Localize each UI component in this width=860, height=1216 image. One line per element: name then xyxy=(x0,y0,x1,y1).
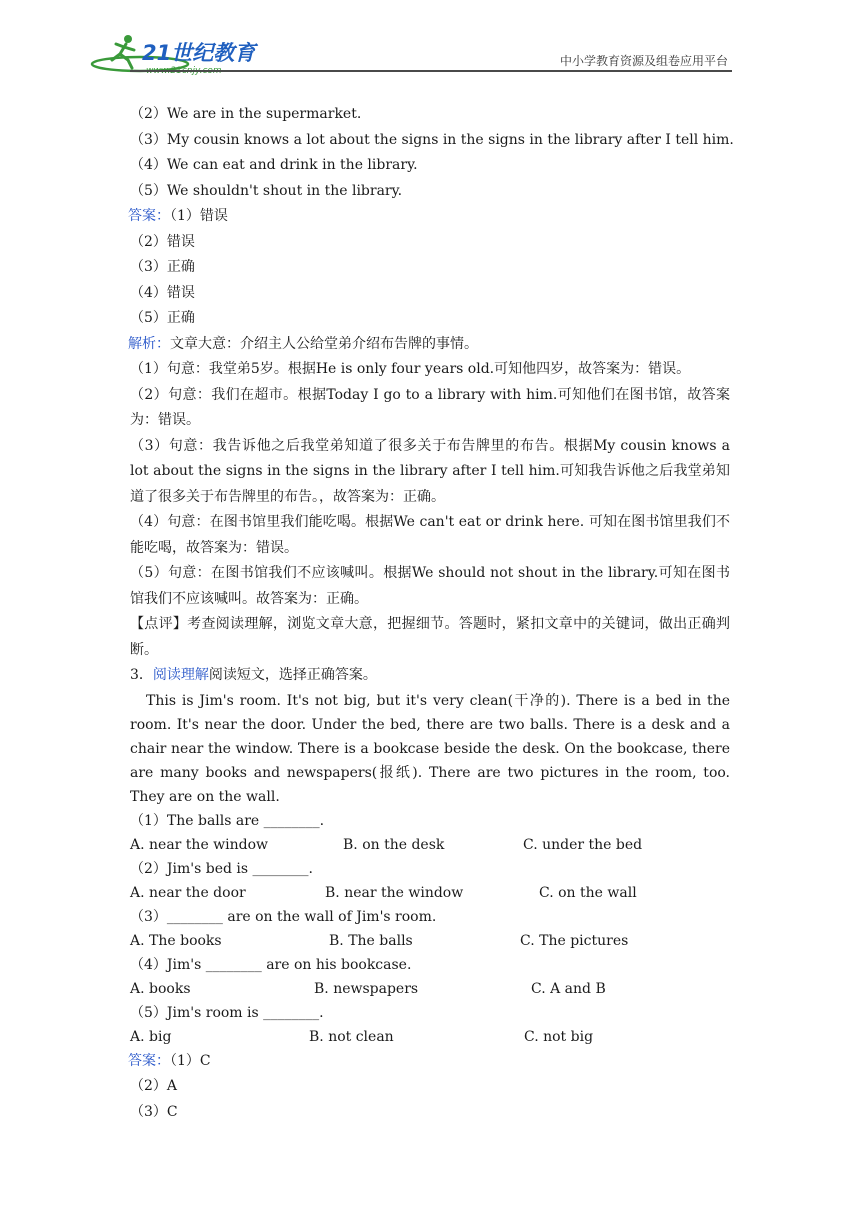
answer-item: （2）错误 xyxy=(130,233,195,250)
option-c: C. A and B xyxy=(531,980,606,997)
option-row xyxy=(130,833,730,857)
option-a: A. near the door xyxy=(130,884,246,901)
answer-item: （2）A xyxy=(130,1078,178,1094)
option-c: C. under the bed xyxy=(523,836,643,853)
answer-item: （3）正确 xyxy=(130,259,195,275)
option-c: C. The pictures xyxy=(520,932,629,949)
answer-item: （4）错误 xyxy=(130,284,195,301)
question-stem: （2）Jim's bed is ________. xyxy=(130,860,313,877)
option-b: B. on the desk xyxy=(343,836,445,853)
statement: （2）We are in the supermarket. xyxy=(130,106,362,122)
comment: 【点评】考查阅读理解，浏览文章大意，把握细节。答题时，紧扣文章中的关键词，做出正确判断。 xyxy=(130,616,730,658)
option-row xyxy=(130,929,730,953)
logo-text: 21世纪教育 xyxy=(142,41,256,65)
option-row xyxy=(130,881,730,905)
platform-name: 中小学教育资源及组卷应用平台 xyxy=(559,54,728,68)
answer-line xyxy=(128,204,730,230)
analysis-item: （5）句意：在图书馆我们不应该喊叫。根据We should not shout in the library.可知在图书馆我们不应该喊叫。故答案为：正确。 xyxy=(130,565,730,607)
header-divider xyxy=(130,70,732,72)
option-a: A. big xyxy=(130,1028,172,1045)
statement: （5）We shouldn't shout in the library. xyxy=(130,182,403,199)
question-stem: （1）The balls are ________. xyxy=(130,812,325,829)
analysis-item: （4）句意：在图书馆里我们能吃喝。根据We can't eat or drink here. 可知在图书馆里我们不能吃喝，故答案为：错误。 xyxy=(130,514,730,556)
analysis-line xyxy=(128,332,730,358)
question-heading xyxy=(130,663,730,689)
question-stem: （5）Jim's room is ________. xyxy=(130,1004,324,1021)
question-instruction: 阅读短文，选择正确答案。 xyxy=(208,667,377,683)
option-a: A. near the window xyxy=(130,836,269,853)
question-type: 阅读理解 xyxy=(152,667,209,683)
answer-label: 答案： xyxy=(128,208,170,224)
analysis-item: （2）句意：我们在超市。根据Today I go to a library with him.可知他们在图书馆，故答案为：错误。 xyxy=(130,386,730,428)
answer-item: （3）C xyxy=(130,1103,178,1120)
statement: （4）We can eat and drink in the library. xyxy=(130,157,418,173)
option-row xyxy=(130,1025,730,1049)
answer-label: 答案： xyxy=(128,1052,170,1069)
reading-passage: This is Jim's room. It's not big, but it's very clean(干净的). There is a bed in the room. It's near the door. Under the bed, there are two balls. There is a desk and a chair near the window. There is a bookcase beside the desk. On the bookcase, there are many books and newspapers(报纸). There are two pictures in the room, too. They are on the wall. xyxy=(130,692,730,805)
answer-line xyxy=(128,1049,730,1075)
option-b: B. not clean xyxy=(309,1028,394,1045)
analysis-label: 解析： xyxy=(128,335,170,352)
question-stem: （3）________ are on the wall of Jim's room. xyxy=(130,908,437,925)
analysis-item: （3）句意：我告诉他之后我堂弟知道了很多关于布告牌里的布告。根据My cousin knows a lot about the signs in the signs in the library after I tell him.可知我告诉他之后我堂弟知道了很多关于布告牌里的布告。，故答案为：正确。 xyxy=(130,437,730,505)
option-b: B. The balls xyxy=(329,932,413,949)
option-a: A. The books xyxy=(130,932,222,949)
analysis-summary: 文章大意：介绍主人公给堂弟介绍布告牌的事情。 xyxy=(170,335,478,352)
option-c: C. on the wall xyxy=(539,884,637,901)
question-number: 3． xyxy=(130,667,153,683)
option-b: B. near the window xyxy=(325,884,464,901)
logo-runner-head xyxy=(124,35,132,43)
option-c: C. not big xyxy=(524,1028,594,1045)
option-b: B. newspapers xyxy=(314,980,419,997)
option-row xyxy=(130,977,730,1001)
document-body xyxy=(128,102,734,1125)
answer-item: （5）正确 xyxy=(130,310,195,326)
answer-item: （1）C xyxy=(170,1052,211,1069)
statement: （3）My cousin knows a lot about the signs in the signs in the library after I tell him. xyxy=(130,131,734,148)
option-a: A. books xyxy=(130,980,191,997)
page-header xyxy=(90,30,732,76)
analysis-item: （1）句意：我堂弟5岁。根据He is only four years old.可知他四岁，故答案为：错误。 xyxy=(130,361,691,377)
question-stem: （4）Jim's ________ are on his bookcase. xyxy=(130,956,412,973)
answer-item: （1）错误 xyxy=(170,208,228,224)
